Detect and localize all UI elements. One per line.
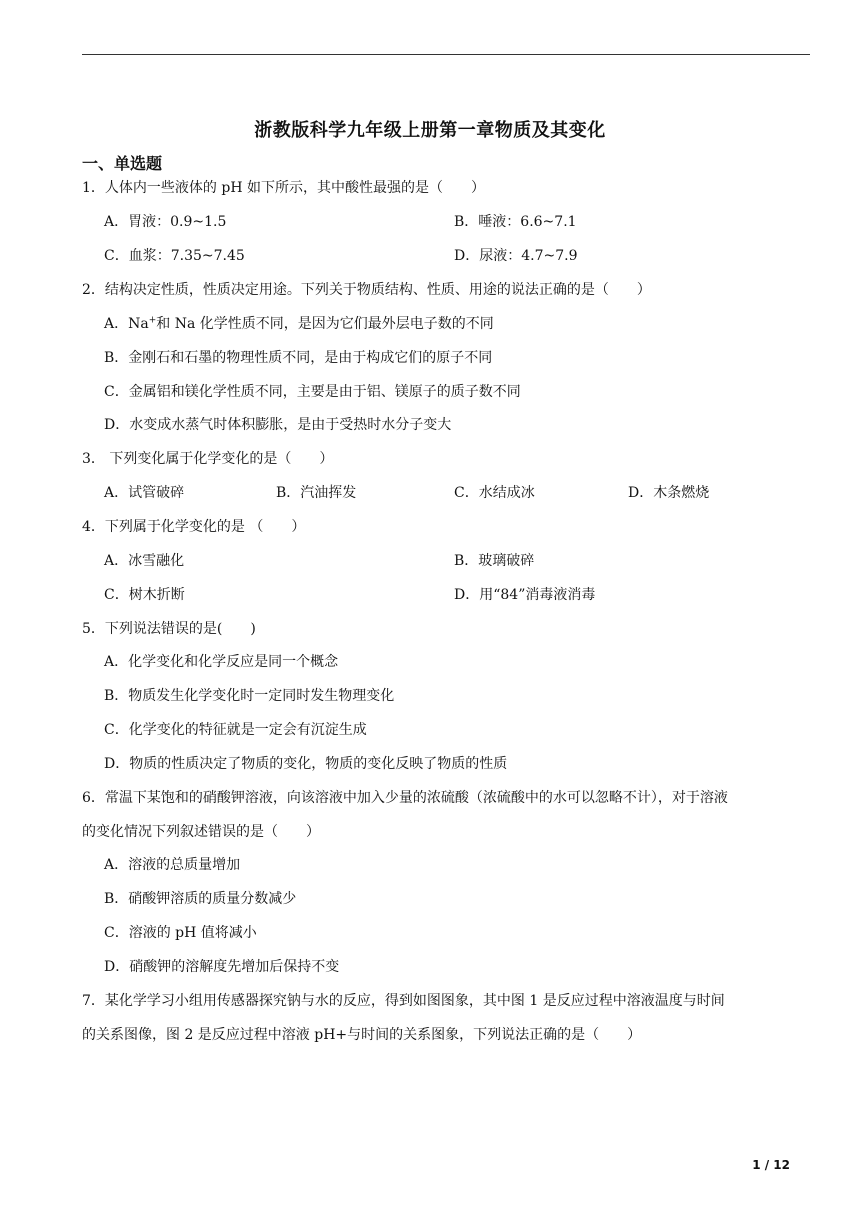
question-4-option-b: B．玻璃破碎 <box>454 553 535 569</box>
question-1-option-d: D．尿液：4.7~7.9 <box>454 248 578 264</box>
question-6-stem-line-1: 6．常温下某饱和的硝酸钾溶液，向该溶液中加入少量的浓硫酸（浓硫酸中的水可以忽略不计），对于溶液 <box>82 790 728 806</box>
question-3-option-b: B．汽油挥发 <box>276 485 357 501</box>
question-3-option-a: A．试管破碎 <box>104 485 185 501</box>
header-rule <box>82 54 810 55</box>
question-4-stem: 4．下列属于化学变化的是 （ ） <box>82 519 306 535</box>
option-a-text-pre: A．Na <box>104 316 149 332</box>
question-2-option-a <box>104 314 494 334</box>
question-5-option-b: B．物质发生化学变化时一定同时发生物理变化 <box>104 688 395 704</box>
question-6-option-d: D．硝酸钾的溶解度先增加后保持不变 <box>104 959 340 975</box>
question-1-option-c: C．血浆：7.35~7.45 <box>104 248 245 264</box>
question-6-stem-line-2: 的变化情况下列叙述错误的是（ ） <box>82 824 320 840</box>
question-1-option-a: A．胃液：0.9~1.5 <box>104 214 227 230</box>
question-2-option-b: B．金刚石和石墨的物理性质不同，是由于构成它们的原子不同 <box>104 350 493 366</box>
question-2-option-d: D．水变成水蒸气时体积膨胀，是由于受热时水分子变大 <box>104 417 452 433</box>
question-6-option-a: A．溶液的总质量增加 <box>104 857 241 873</box>
superscript-plus: + <box>148 315 157 326</box>
question-7-stem-line-2: 的关系图像，图 2 是反应过程中溶液 pH+与时间的关系图象，下列说法正确的是（ ） <box>82 1027 642 1043</box>
question-2-option-c: C．金属铝和镁化学性质不同，主要是由于铝、镁原子的质子数不同 <box>104 384 521 400</box>
question-5-option-d: D．物质的性质决定了物质的变化，物质的变化反映了物质的性质 <box>104 756 508 772</box>
question-3-stem: 3． 下列变化属于化学变化的是（ ） <box>82 451 334 467</box>
question-6-option-b: B．硝酸钾溶质的质量分数减少 <box>104 891 297 907</box>
question-4-option-d: D．用“84”消毒液消毒 <box>454 587 596 603</box>
option-a-text-post: 和 Na 化学性质不同，是因为它们最外层电子数的不同 <box>156 316 494 332</box>
question-4-option-a: A．冰雪融化 <box>104 553 185 569</box>
question-1-stem: 1．人体内一些液体的 pH 如下所示，其中酸性最强的是（ ） <box>82 180 485 196</box>
question-5-stem: 5．下列说法错误的是( ) <box>82 621 256 637</box>
question-5-option-c: C．化学变化的特征就是一定会有沉淀生成 <box>104 722 367 738</box>
page-number: 1 / 12 <box>752 1158 790 1172</box>
document-title: 浙教版科学九年级上册第一章物质及其变化 <box>254 120 606 141</box>
question-3-option-c: C．水结成冰 <box>454 485 535 501</box>
question-3-option-d: D．木条燃烧 <box>628 485 710 501</box>
section-heading: 一、单选题 <box>82 154 163 173</box>
question-5-option-a: A．化学变化和化学反应是同一个概念 <box>104 654 339 670</box>
question-6-option-c: C．溶液的 pH 值将减小 <box>104 925 257 941</box>
question-4-option-c: C．树木折断 <box>104 587 185 603</box>
question-7-stem-line-1: 7．某化学学习小组用传感器探究钠与水的反应，得到如图图象，其中图 1 是反应过程中溶液温度与时间 <box>82 993 725 1009</box>
question-1-option-b: B．唾液：6.6~7.1 <box>454 214 577 230</box>
question-2-stem: 2．结构决定性质，性质决定用途。下列关于物质结构、性质、用途的说法正确的是（ ） <box>82 282 651 298</box>
